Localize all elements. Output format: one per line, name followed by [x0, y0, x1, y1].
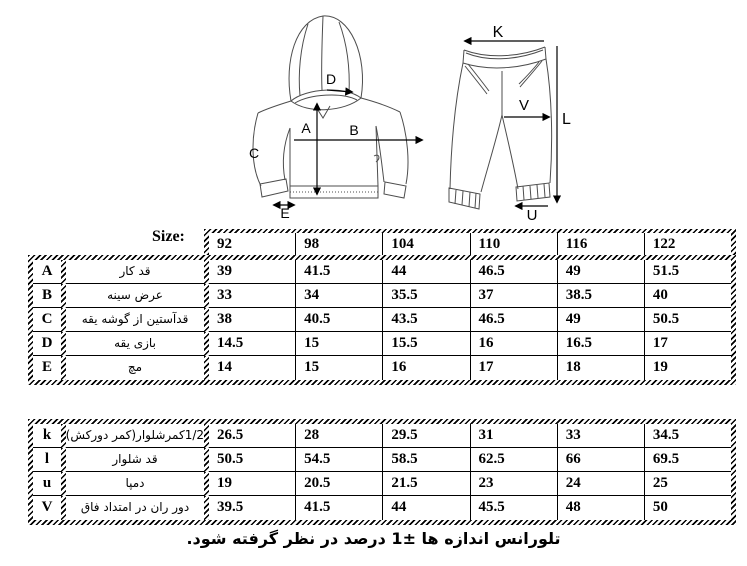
- measurement-value-cell: 46.5: [470, 260, 557, 284]
- pants-measure-label-v: V: [518, 97, 530, 114]
- measurement-value-cell: 15: [295, 332, 382, 356]
- row-letter: E: [41, 359, 52, 375]
- measurement-value-cell: 50.5: [209, 448, 295, 472]
- measurement-value-cell: 40.5: [295, 308, 382, 332]
- measurement-value-cell: 41.5: [295, 260, 382, 284]
- hoodie-measure-label-b: B: [349, 122, 359, 138]
- measurement-value-cell: 29.5: [382, 424, 469, 448]
- row-letter: l: [33, 448, 61, 472]
- measurement-value-cell: 17: [644, 332, 731, 356]
- measurement-value-cell: 43.5: [382, 308, 469, 332]
- pants-measurements-table: [28, 419, 736, 525]
- measurement-value-cell: 15: [295, 356, 382, 380]
- measurement-value-cell: 21.5: [382, 472, 469, 496]
- hoodie-measure-label-a: A: [301, 120, 311, 136]
- table-row: [33, 472, 731, 496]
- measurement-value-cell: 34: [295, 284, 382, 308]
- measurement-value-cell: 62.5: [470, 448, 557, 472]
- measurement-value-cell: 41.5: [295, 496, 382, 520]
- measurement-value-cell: 14.5: [209, 332, 295, 356]
- measurement-value-cell: 48: [557, 496, 644, 520]
- measurement-value-cell: 39.5: [217, 499, 244, 515]
- row-label: دور ران در امتداد فاق: [80, 500, 190, 514]
- row-label: قدآستین از گوشه یقه: [66, 308, 204, 332]
- measurement-value-cell: 49: [557, 260, 644, 284]
- row-label: 1/2کمرشلوار(کمر دورکش): [66, 424, 204, 448]
- size-header-cell: 104: [382, 233, 469, 255]
- table-row: [33, 356, 731, 380]
- measurement-value-cell: 19: [209, 472, 295, 496]
- row-label: مچ: [127, 360, 143, 374]
- measurement-value-cell: 38: [209, 308, 295, 332]
- size-header-cell: 116: [557, 233, 644, 255]
- measurement-value-cell: 38.5: [557, 284, 644, 308]
- measurement-value-cell: 40: [644, 284, 731, 308]
- measurement-value-cell: 66: [557, 448, 644, 472]
- measurement-value-cell: 39: [209, 260, 295, 284]
- pants-measurements: [465, 26, 571, 222]
- measurement-value-cell: 58.5: [382, 448, 469, 472]
- hoodie-measure-label-c: C: [248, 145, 260, 161]
- tolerance-note: تلورانس اندازه ها ±1 درصد در نظر گرفته شود.: [186, 529, 561, 548]
- table-row: [33, 496, 731, 520]
- row-letter: B: [33, 284, 61, 308]
- pants-measure-label-k: K: [492, 26, 504, 41]
- size-header-row: [204, 229, 736, 255]
- row-label: قد شلوار: [66, 448, 204, 472]
- pants-outline: [449, 47, 552, 209]
- measurement-value-cell: 15.5: [382, 332, 469, 356]
- row-letter: u: [33, 472, 61, 496]
- jacket-measurements-table: [28, 255, 736, 385]
- measurement-value-cell: 46.5: [470, 308, 557, 332]
- pants-measure-label-u: U: [526, 207, 538, 222]
- row-letter: k: [33, 424, 61, 448]
- measurement-value-cell: 25: [644, 472, 731, 496]
- row-letter: A: [33, 260, 61, 284]
- measurement-value-cell: 45.5: [470, 496, 557, 520]
- pants-measure-label-l: L: [562, 111, 571, 128]
- row-label: عرض سینه: [66, 284, 204, 308]
- size-caption: Size:: [152, 228, 185, 245]
- measurement-value-cell: 31: [470, 424, 557, 448]
- row-label: قد کار: [66, 260, 204, 284]
- measurement-value-cell: 35.5: [382, 284, 469, 308]
- table-row: [33, 332, 731, 356]
- measurement-value-cell: 44: [382, 260, 469, 284]
- hoodie-measure-label-e: E: [280, 205, 290, 220]
- size-header-cell: 98: [295, 233, 382, 255]
- measurement-value-cell: 16: [382, 356, 469, 380]
- measurement-value-cell: 14: [217, 359, 232, 375]
- row-letter: D: [33, 332, 61, 356]
- measurement-value-cell: 51.5: [644, 260, 731, 284]
- table-row: [33, 284, 731, 308]
- hoodie-outline: [253, 16, 408, 198]
- table-row: [33, 448, 731, 472]
- table-row: [33, 260, 731, 284]
- measurement-value-cell: 24: [557, 472, 644, 496]
- measurement-value-cell: 37: [470, 284, 557, 308]
- measurement-value-cell: 34.5: [644, 424, 731, 448]
- measurement-value-cell: 33: [557, 424, 644, 448]
- measurement-value-cell: 23: [470, 472, 557, 496]
- measurement-value-cell: 19: [644, 356, 731, 380]
- row-letter: V: [41, 499, 53, 515]
- measurement-value-cell: 16: [470, 332, 557, 356]
- measurement-value-cell: 44: [382, 496, 469, 520]
- measurement-value-cell: 26.5: [209, 424, 295, 448]
- measurement-value-cell: 20.5: [295, 472, 382, 496]
- measurement-value-cell: 50.5: [644, 308, 731, 332]
- row-label: دمپا: [66, 472, 204, 496]
- measurement-value-cell: 54.5: [295, 448, 382, 472]
- size-header-cell: 110: [470, 233, 557, 255]
- row-letter: C: [33, 308, 61, 332]
- table-row: [33, 308, 731, 332]
- measurement-value-cell: 49: [557, 308, 644, 332]
- row-label: بازی یقه: [66, 332, 204, 356]
- hoodie-measure-label-d: D: [325, 71, 337, 87]
- measurement-value-cell: 16.5: [557, 332, 644, 356]
- measurement-value-cell: 50: [644, 496, 731, 520]
- measurement-value-cell: 17: [470, 356, 557, 380]
- size-header-cell: 122: [644, 233, 731, 255]
- measurement-value-cell: 28: [295, 424, 382, 448]
- hoodie-diagram: [228, 6, 448, 220]
- table-row: [33, 424, 731, 448]
- measurement-value-cell: 69.5: [644, 448, 731, 472]
- measurement-value-cell: 18: [557, 356, 644, 380]
- measurement-value-cell: 33: [209, 284, 295, 308]
- size-header-cell: 92: [217, 236, 232, 252]
- pants-diagram: [448, 26, 623, 222]
